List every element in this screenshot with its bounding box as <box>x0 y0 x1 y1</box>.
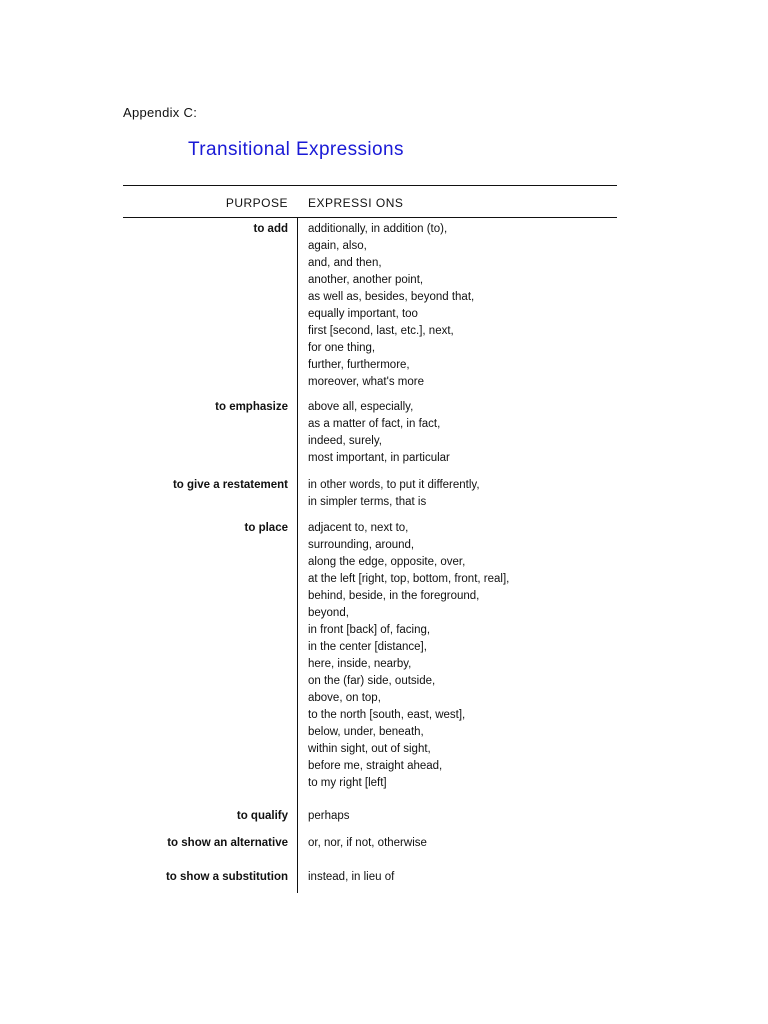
expression-list <box>308 808 350 825</box>
expression-list <box>308 477 480 511</box>
table-column-divider <box>297 217 298 893</box>
expression-line: most important, in particular <box>308 452 450 464</box>
expression-line: behind, beside, in the foreground, <box>308 590 480 602</box>
expression-line: before me, straight ahead, <box>308 760 443 772</box>
expression-line: perhaps <box>308 810 350 822</box>
expression-list <box>308 221 474 391</box>
expression-list <box>308 520 509 792</box>
expression-line: again, also, <box>308 240 367 252</box>
expression-list <box>308 835 427 852</box>
purpose-label: to give a restatement <box>172 479 288 491</box>
expression-line: beyond, <box>308 607 349 619</box>
purpose-label: to show an alternative <box>167 837 288 849</box>
expression-line: and, and then, <box>308 257 382 269</box>
expression-line: here, inside, nearby, <box>308 658 412 670</box>
expression-line: for one thing, <box>308 342 376 354</box>
expression-line: indeed, surely, <box>308 435 382 447</box>
expression-line: in other words, to put it differently, <box>308 479 480 491</box>
expression-line: above, on top, <box>308 692 381 704</box>
purpose-label: to show a substitution <box>165 871 288 883</box>
expression-line: surrounding, around, <box>308 539 415 551</box>
header-expressions: EXPRESSI ONS <box>308 196 404 210</box>
purpose-label: to qualify <box>236 810 288 822</box>
expression-line: as a matter of fact, in fact, <box>308 418 441 430</box>
expression-line: as well as, besides, beyond that, <box>308 291 475 303</box>
expression-line: equally important, too <box>308 308 418 320</box>
expression-line: moreover, what's more <box>308 376 424 388</box>
expression-line: below, under, beneath, <box>308 726 424 738</box>
expression-line: additionally, in addition (to), <box>308 223 448 235</box>
expression-line: adjacent to, next to, <box>308 522 409 534</box>
expression-line: in front [back] of, facing, <box>308 624 431 636</box>
appendix-label: Appendix C: <box>123 105 198 120</box>
purpose-label: to place <box>244 522 288 534</box>
header-purpose: PURPOSE <box>225 196 288 210</box>
expression-line: first [second, last, etc.], next, <box>308 325 454 337</box>
expression-line: to my right [left] <box>308 777 387 789</box>
expression-line: along the edge, opposite, over, <box>308 556 466 568</box>
expression-list <box>308 869 394 886</box>
expression-line: instead, in lieu of <box>308 871 395 883</box>
expression-line: or, nor, if not, otherwise <box>308 837 427 849</box>
expression-line: in the center [distance], <box>308 641 427 653</box>
purpose-label: to add <box>253 223 288 235</box>
page-title: Transitional Expressions <box>188 139 404 160</box>
expression-line: above all, especially, <box>308 401 414 413</box>
table-top-rule <box>123 185 617 186</box>
expression-line: another, another point, <box>308 274 424 286</box>
expression-line: to the north [south, east, west], <box>308 709 466 721</box>
expression-line: in simpler terms, that is <box>308 496 427 508</box>
expression-line: further, furthermore, <box>308 359 410 371</box>
expression-line: within sight, out of sight, <box>308 743 431 755</box>
expression-line: on the (far) side, outside, <box>308 675 436 687</box>
expression-line: at the left [right, top, bottom, front, real], <box>308 573 510 585</box>
table-header-rule <box>123 217 617 218</box>
purpose-label: to emphasize <box>215 401 288 413</box>
expression-list <box>308 399 450 467</box>
